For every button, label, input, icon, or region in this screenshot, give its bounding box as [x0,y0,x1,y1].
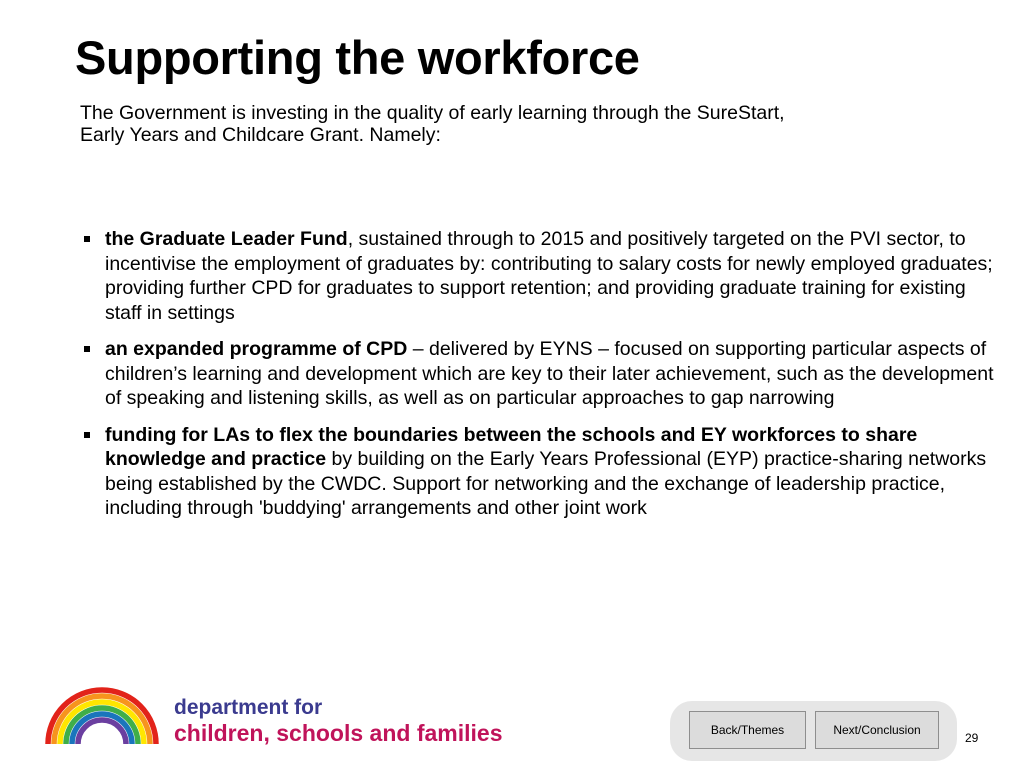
list-item [84,337,994,411]
list-item [84,227,994,325]
next-conclusion-button[interactable]: Next/Conclusion [815,711,939,749]
bullet-list [84,227,994,533]
dcsf-logo [42,682,502,752]
bullet-icon [84,236,90,242]
bullet-text: – delivered by EYNS – focused on supporting particular aspects of children’s learning and development which are key to their later achievement, such as the development of speaking and listening skills, as well as on particular approaches to gap narrowing [105,338,994,409]
logo-line-2: children, schools and families [174,720,503,746]
bullet-bold-text: funding for LAs to flex the boundaries between the schools and EY workforces to share knowledge and practice [105,423,918,470]
bullet-text: by building on the Early Years Professional (EYP) practice-sharing networks being established by the CWDC. Support for networking and the exchange of leadership practice, including through 'buddying' arrangements and other joint work [105,448,987,519]
bullet-bold-text: an expanded programme of CPD [105,338,408,360]
page-number: 29 [965,731,979,745]
intro-text: The Government is investing in the quality of early learning through the SureStart, Early Years and Childcare Grant. Namely: [80,102,785,146]
list-item [84,423,994,521]
rainbow-icon [42,682,162,746]
navigation-panel [670,701,957,761]
logo-line-1: department for [174,696,323,719]
page-title: Supporting the workforce [75,31,640,84]
bullet-bold-text: the Graduate Leader Fund [105,228,348,250]
back-themes-button[interactable]: Back/Themes [689,711,806,749]
bullet-icon [84,346,90,352]
bullet-text: , sustained through to 2015 and positively targeted on the PVI sector, to incentivise the employment of graduates by: contributing to salary costs for newly employed graduates; providing further CPD for graduates to support retention; and providing graduate training for existing staff in settings [105,228,993,324]
bullet-icon [84,432,90,438]
